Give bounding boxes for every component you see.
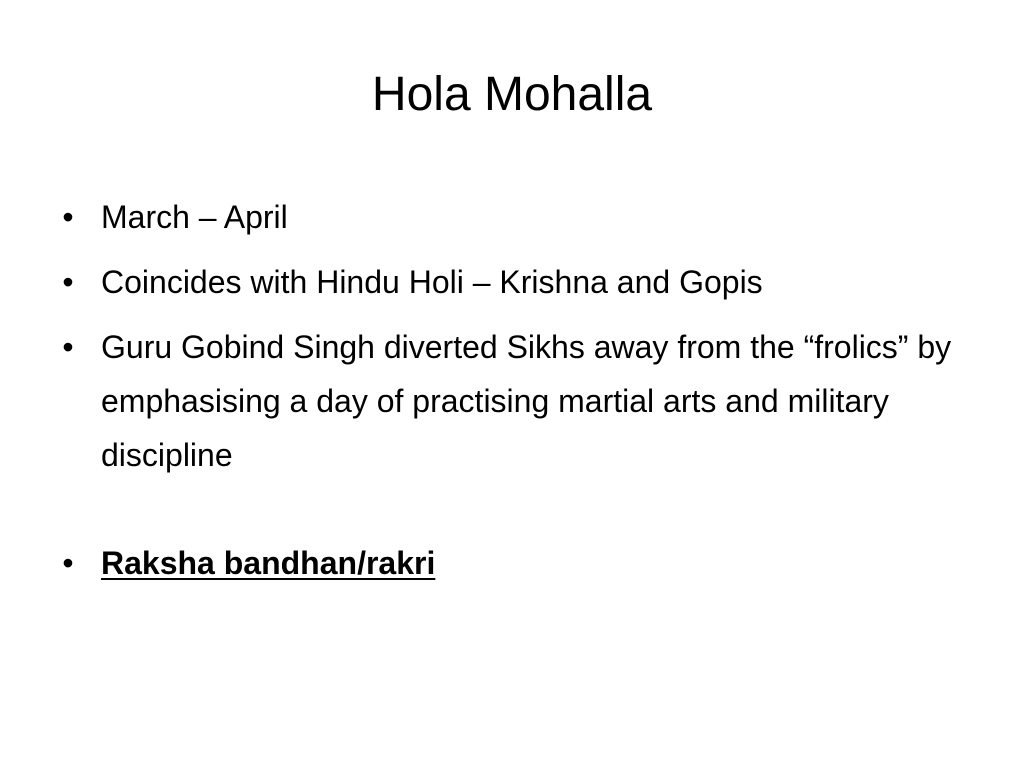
bullet-item [58,320,978,482]
bullet-item [58,255,978,309]
bullet-dot-icon: • [62,329,74,365]
bullet-item [58,536,978,590]
bullet-list [58,190,978,601]
bullet-dot-icon: • [62,545,74,581]
bullet-text: March – April [101,199,288,235]
bullet-dot-icon: • [62,264,74,300]
bullet-text-emphasized: Raksha bandhan/rakri [101,545,436,581]
bullet-item [58,190,978,244]
bullet-dot-icon: • [62,199,74,235]
bullet-text: Coincides with Hindu Holi – Krishna and Gopis [101,264,763,300]
slide-title: Hola Mohalla [371,68,653,121]
bullet-text: Guru Gobind Singh diverted Sikhs away from the “frolics” by emphasising a day of practising martial arts and military discipline [101,329,952,473]
